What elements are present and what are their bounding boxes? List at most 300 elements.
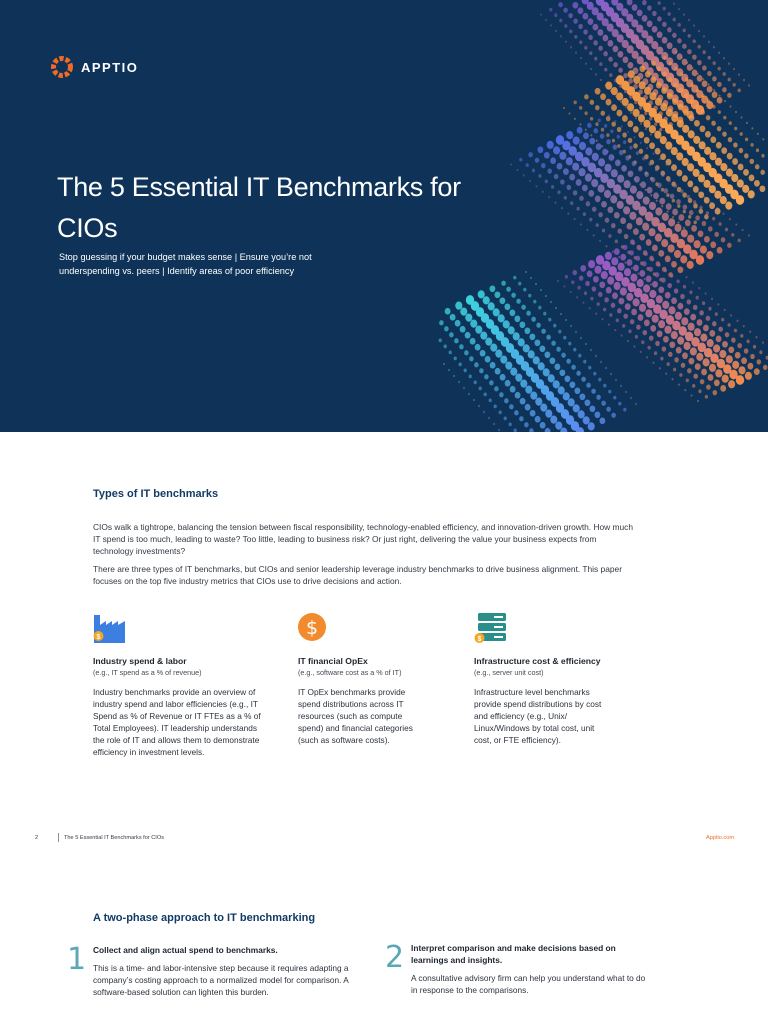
column-example: (e.g., software cost as a % of IT) <box>298 668 402 677</box>
helix-dot <box>590 68 592 70</box>
helix-dot <box>568 13 573 18</box>
helix-dot <box>682 352 688 359</box>
helix-dot <box>498 314 505 322</box>
helix-dot <box>738 366 745 374</box>
helix-dot <box>726 169 733 177</box>
helix-dot <box>691 394 693 396</box>
helix-dot <box>586 201 591 206</box>
helix-dot <box>448 369 450 371</box>
helix-dot <box>625 303 631 310</box>
helix-dot <box>510 163 512 165</box>
helix-dot <box>654 351 657 355</box>
helix-dot <box>465 314 472 322</box>
helix-dot <box>718 327 723 332</box>
helix-dot <box>661 277 666 282</box>
helix-dot <box>713 89 715 91</box>
helix-dot <box>618 298 624 305</box>
helix-dot <box>524 422 529 427</box>
helix-dot <box>460 326 466 333</box>
helix-dot <box>632 241 635 245</box>
helix-dot <box>690 314 696 321</box>
helix-dot <box>693 200 696 204</box>
helix-dot <box>540 289 542 291</box>
helix-dot <box>731 233 734 237</box>
helix-dot <box>693 374 698 379</box>
helix-dot <box>563 336 566 340</box>
helix-dot <box>678 214 684 221</box>
helix-dot <box>621 125 623 127</box>
helix-dot <box>627 103 634 111</box>
helix-dot <box>754 368 760 375</box>
helix-dot <box>627 0 633 5</box>
helix-dot <box>592 24 598 31</box>
helix-dot <box>600 361 602 363</box>
helix-dot <box>697 319 703 326</box>
helix-dot <box>572 163 579 171</box>
helix-dot <box>641 238 643 240</box>
helix-dot <box>459 363 462 367</box>
helix-dot <box>593 276 599 283</box>
helix-dot <box>740 132 743 136</box>
helix-dot <box>696 255 704 265</box>
phase-number: 2 <box>385 940 405 975</box>
helix-dot <box>759 350 762 354</box>
helix-dot <box>599 417 605 424</box>
helix-dot <box>668 12 671 16</box>
helix-dot <box>673 265 675 267</box>
helix-dot <box>617 135 620 139</box>
column-body: Industry benchmarks provide an overview of industry spend and labor efficiencies (e.g., IT Spend as % of Revenue or IT FTEs as a % of Total Employees). IT leadership understands the role of IT and allows them to demonstrate efficiency in investment levels. <box>93 687 261 757</box>
helix-dot <box>593 372 596 376</box>
helix-dot <box>622 56 628 63</box>
helix-dot <box>677 38 682 43</box>
helix-dot <box>625 155 630 160</box>
footer-divider <box>58 833 59 842</box>
helix-dot <box>684 389 686 391</box>
helix-dot <box>519 416 524 421</box>
helix-dot <box>550 157 556 164</box>
helix-dot <box>622 115 628 122</box>
helix-dot <box>660 136 667 144</box>
footer-site-link[interactable]: Apptio.com <box>706 835 734 841</box>
helix-dot <box>576 207 579 211</box>
helix-dot <box>704 214 709 219</box>
helix-dot <box>571 280 574 284</box>
helix-dot <box>620 217 626 224</box>
helix-dot <box>565 275 568 279</box>
helix-dot <box>653 362 655 364</box>
helix-dot <box>694 120 700 127</box>
helix-dot <box>607 40 613 47</box>
helix-dot <box>677 303 683 310</box>
helix-dot <box>576 371 581 376</box>
helix-dot <box>563 168 569 175</box>
helix-dot <box>687 163 694 171</box>
helix-dot <box>520 380 527 388</box>
helix-dot <box>602 149 608 156</box>
helix-dot <box>605 367 607 369</box>
helix-dot <box>642 0 647 5</box>
helix-dot <box>700 246 707 254</box>
helix-dot <box>724 100 726 102</box>
helix-dot <box>573 404 580 412</box>
helix-dot <box>636 324 641 329</box>
helix-dot <box>692 384 695 388</box>
helix-dot <box>586 229 588 231</box>
helix-dot <box>732 158 738 165</box>
helix-dot <box>570 201 573 205</box>
helix-dot <box>683 285 686 289</box>
helix-dot <box>484 374 489 379</box>
helix-dot <box>536 323 541 328</box>
helix-dot <box>603 308 606 312</box>
helix-dot <box>598 184 605 192</box>
helix-dot <box>627 259 633 266</box>
helix-dot <box>545 19 547 21</box>
helix-dot <box>505 380 511 387</box>
helix-dot <box>620 254 626 261</box>
helix-dot <box>569 381 575 388</box>
helix-dot <box>478 290 485 298</box>
helix-dot <box>489 285 495 292</box>
helix-dot <box>589 138 595 145</box>
helix-dot <box>540 13 542 15</box>
helix-dot <box>686 62 688 64</box>
helix-dot <box>480 350 486 357</box>
helix-dot <box>658 286 664 293</box>
helix-dot <box>663 336 669 343</box>
helix-dot <box>637 272 639 274</box>
helix-dot <box>695 363 701 370</box>
helix-dot <box>750 143 753 147</box>
helix-dot <box>473 399 475 401</box>
helix-dot <box>588 190 594 197</box>
helix-dot <box>474 362 479 367</box>
helix-dot <box>731 337 736 342</box>
helix-dot <box>543 312 546 316</box>
helix-dot <box>652 11 657 16</box>
helix-dot <box>638 131 644 138</box>
helix-dot <box>592 207 597 212</box>
helix-dot <box>583 29 588 34</box>
helix-dot <box>680 72 683 76</box>
helix-dot <box>742 185 749 193</box>
helix-dot <box>526 163 529 167</box>
helix-dot <box>609 73 612 77</box>
helix-dot <box>547 141 554 149</box>
helix-dot <box>510 368 517 376</box>
helix-dot <box>646 276 652 283</box>
helix-dot <box>600 79 602 81</box>
helix-dot <box>677 119 684 127</box>
helix-dot <box>734 127 737 131</box>
helix-dot <box>628 138 633 143</box>
helix-dot <box>733 83 736 87</box>
section-heading-types: Types of IT benchmarks <box>93 488 219 500</box>
helix-dot <box>710 136 716 143</box>
helix-dot <box>479 387 482 391</box>
helix-dot <box>577 127 583 134</box>
helix-dot <box>595 355 597 357</box>
helix-dot <box>578 168 585 176</box>
helix-dot <box>676 199 681 204</box>
helix-dot <box>585 62 587 64</box>
helix-dot <box>661 173 664 177</box>
helix-dot <box>721 237 726 242</box>
helix-dot <box>534 339 540 346</box>
helix-dot <box>604 124 607 128</box>
phase-item-2 <box>385 940 647 996</box>
helix-dot <box>738 89 741 93</box>
helix-dot <box>659 367 661 369</box>
helix-dot <box>751 127 753 129</box>
helix-dot <box>624 268 631 276</box>
helix-dot <box>627 223 633 230</box>
helix-dot <box>579 123 581 125</box>
helix-dot <box>530 410 536 417</box>
column-example: (e.g., IT spend as a % of revenue) <box>93 668 202 677</box>
helix-dot <box>706 115 711 120</box>
helix-dot <box>501 281 506 286</box>
helix-dot <box>693 305 698 310</box>
helix-dot <box>642 157 645 161</box>
helix-dot <box>698 230 704 237</box>
helix-dot <box>698 389 701 393</box>
helix-dot <box>586 383 591 388</box>
helix-dot <box>505 362 512 370</box>
helix-dot <box>611 223 616 228</box>
helix-dot <box>636 151 639 155</box>
hero-banner <box>0 0 768 432</box>
helix-dot <box>567 185 572 190</box>
helix-dot <box>633 126 639 133</box>
helix-dot <box>633 298 640 306</box>
helix-dot <box>688 19 690 21</box>
helix-dot <box>715 369 722 377</box>
helix-dot <box>628 70 635 78</box>
helix-dot <box>559 152 566 160</box>
helix-dot <box>513 332 520 340</box>
helix-dot <box>676 347 682 354</box>
helix-dot <box>716 207 718 209</box>
helix-dot <box>616 110 622 117</box>
helix-dot <box>676 152 683 160</box>
helix-dot <box>698 287 700 289</box>
helix-dot <box>493 308 500 316</box>
helix-dot <box>762 138 764 140</box>
helix-dot <box>578 354 581 358</box>
helix-dot <box>750 159 755 164</box>
helix-dot <box>688 130 695 138</box>
helix-dot <box>532 169 535 173</box>
helix-dot <box>630 319 635 324</box>
helix-dot <box>740 334 743 338</box>
helix-dot <box>585 281 590 286</box>
helix-dot <box>523 344 530 352</box>
helix-dot <box>675 51 677 53</box>
helix-dot <box>719 350 726 358</box>
helix-dot <box>579 393 585 400</box>
helix-dot <box>601 128 604 132</box>
helix-dot <box>574 387 580 394</box>
helix-dot <box>693 203 698 208</box>
helix-dot <box>580 265 586 272</box>
helix-dot <box>555 422 562 430</box>
helix-dot <box>529 333 535 340</box>
helix-dot <box>722 131 727 136</box>
helix-dot <box>524 327 530 334</box>
helix-dot <box>624 180 631 188</box>
helix-dot <box>655 168 658 172</box>
helix-dot <box>668 218 675 226</box>
helix-dot <box>718 110 721 114</box>
helix-dot <box>604 164 611 172</box>
helix-dot <box>566 157 573 165</box>
helix-dot <box>605 252 612 260</box>
helix-dot <box>668 179 671 183</box>
benchmark-column-industry <box>93 612 265 758</box>
helix-dot <box>698 191 704 198</box>
helix-dot <box>693 39 696 43</box>
helix-dot <box>654 131 661 139</box>
helix-dot <box>553 146 560 154</box>
helix-dot <box>600 93 606 100</box>
helix-dot <box>709 330 715 337</box>
apptio-logo <box>49 54 138 80</box>
helix-dot <box>606 407 611 412</box>
helix-dot <box>584 399 590 406</box>
helix-dot <box>759 185 765 192</box>
helix-dot <box>718 52 720 54</box>
helix-dot <box>691 225 697 232</box>
helix-dot <box>595 122 598 126</box>
helix-dot <box>686 379 689 383</box>
helix-dot <box>692 281 694 283</box>
helix-dot <box>718 222 721 226</box>
helix-dot <box>488 417 490 419</box>
benchmark-column-infrastructure <box>474 612 614 746</box>
helix-dot <box>561 207 563 209</box>
helix-dot <box>665 292 671 299</box>
helix-dot <box>649 290 656 298</box>
helix-dot <box>673 368 676 372</box>
helix-dot <box>664 188 669 193</box>
helix-dot <box>659 158 661 160</box>
helix-dot <box>674 184 677 188</box>
helix-dot <box>545 428 551 432</box>
helix-dot <box>708 374 714 381</box>
helix-dot <box>584 46 587 50</box>
helix-dot <box>712 105 715 109</box>
helix-dot <box>587 123 592 128</box>
helix-dot <box>604 190 611 198</box>
helix-dot <box>687 235 694 243</box>
helix-dot <box>500 374 506 381</box>
helix-dot <box>543 368 550 376</box>
helix-dot <box>608 57 613 62</box>
helix-dot <box>608 114 610 116</box>
helix-dot <box>743 169 749 176</box>
helix-dot <box>735 352 741 359</box>
phase-body: This is a time- and labor-intensive step because it requires adapting a company’s costing approach to a normalized model for comparison. A software-based solution can lighten this burden. <box>93 963 349 997</box>
helix-dot <box>717 126 722 131</box>
helix-dot <box>439 320 444 325</box>
helix-dot <box>700 334 707 342</box>
helix-dot <box>637 10 643 17</box>
helix-dot <box>566 359 571 364</box>
helix-dot <box>729 218 731 220</box>
helix-dot <box>715 312 718 316</box>
helix-dot <box>468 393 470 395</box>
helix-dot <box>560 179 565 184</box>
logo-text: APPTIO <box>81 59 139 75</box>
helix-dot <box>635 335 638 339</box>
helix-dot <box>688 358 694 365</box>
helix-dot <box>553 380 560 388</box>
helix-dot <box>506 287 511 292</box>
helix-dot <box>728 380 735 388</box>
helix-dot <box>728 78 731 82</box>
helix-dot <box>713 390 718 395</box>
helix-dot <box>475 326 482 334</box>
helix-dot <box>584 291 587 295</box>
helix-dot <box>618 68 623 73</box>
helix-dot <box>710 241 716 248</box>
helix-dot <box>748 84 750 86</box>
helix-dot <box>483 411 485 413</box>
helix-dot <box>697 75 703 82</box>
helix-dot <box>659 128 662 132</box>
helix-dot <box>601 271 608 279</box>
helix-dot <box>627 131 629 133</box>
helix-dot <box>628 170 634 177</box>
helix-dot <box>571 365 576 370</box>
helix-dot <box>516 299 521 304</box>
helix-dot <box>570 325 572 327</box>
helix-dot <box>449 351 452 355</box>
helix-dot <box>558 330 561 334</box>
helix-dot <box>640 181 646 188</box>
helix-dot <box>489 380 494 385</box>
helix-dot <box>535 158 540 163</box>
helix-dot <box>528 152 533 157</box>
helix-dot <box>623 314 628 319</box>
helix-dot <box>615 160 621 167</box>
helix-dot <box>698 45 701 49</box>
helix-dot <box>647 20 653 27</box>
helix-dot <box>555 202 557 204</box>
helix-dot <box>711 121 716 126</box>
helix-dot <box>551 185 554 189</box>
helix-dot <box>721 318 724 322</box>
helix-dot <box>618 256 620 258</box>
helix-dot <box>683 227 685 229</box>
helix-dot <box>550 24 552 26</box>
helix-dot <box>643 197 650 205</box>
helix-dot <box>684 308 690 315</box>
helix-dot <box>672 48 678 55</box>
helix-dot <box>574 101 577 105</box>
helix-dot <box>722 87 727 92</box>
helix-dot <box>678 23 681 27</box>
helix-dot <box>723 57 725 59</box>
helix-dot <box>650 325 656 332</box>
helix-dot <box>641 340 644 344</box>
helix-dot <box>703 358 710 366</box>
helix-dot <box>700 379 705 384</box>
helix-dot <box>661 87 667 94</box>
helix-dot <box>693 136 700 144</box>
